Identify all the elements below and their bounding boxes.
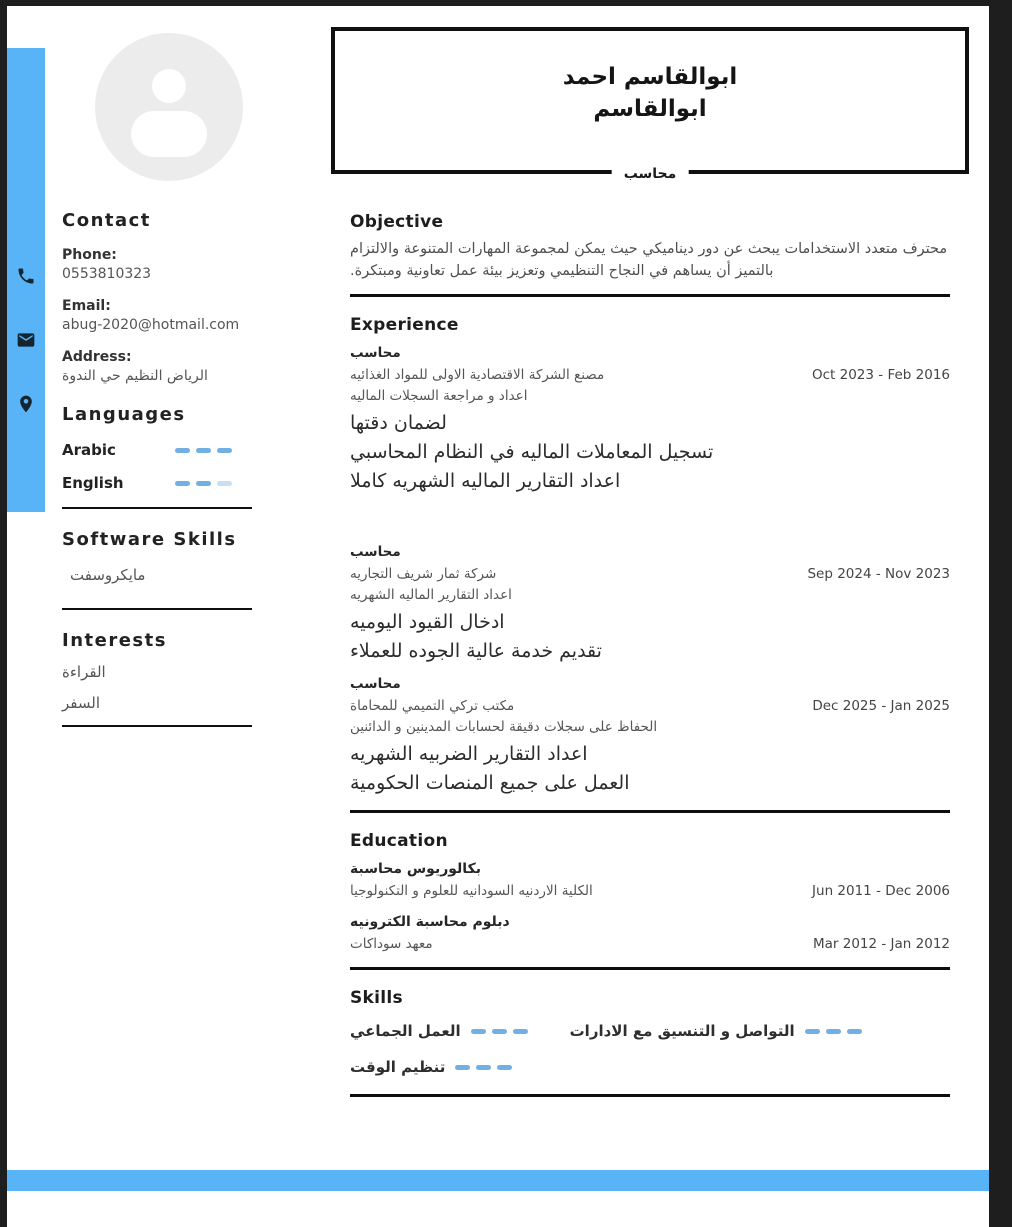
- skill-label: تنظيم الوقت: [350, 1058, 446, 1076]
- objective-heading: Objective: [350, 212, 444, 232]
- education-meta-row: [350, 936, 950, 952]
- skill-label: التواصل و التنسيق مع الادارات: [569, 1022, 795, 1040]
- location-pin-icon: [16, 394, 36, 414]
- degree-title: دبلوم محاسبة الكترونيه: [350, 914, 510, 930]
- contact-heading: Contact: [62, 210, 151, 231]
- job-company: شركة ثمار شريف التجاريه: [350, 566, 497, 582]
- rating-dash: [497, 1065, 512, 1070]
- name-line-2: ابوالقاسم: [593, 96, 707, 122]
- job-highlight: العمل على جميع المنصات الحكومية: [350, 772, 630, 794]
- objective-text: محترف متعدد الاستخدامات يبحث عن دور ديناميكي حيث يمكن لمجموعة المهارات المتنوعة والالتزام بالتميز أن يساهم في النجاح التنظيمي وتعزيز بيئة عمل تعاونية ومبتكرة.: [350, 241, 948, 279]
- name-header-box: [331, 27, 969, 182]
- rating-dash: [826, 1029, 841, 1034]
- address-label: Address:: [62, 349, 132, 365]
- job-company: مصنع الشركة الاقتصادية الاولى للمواد الغذائيه: [350, 367, 605, 383]
- address-field: [62, 349, 252, 384]
- rating-dash: [513, 1029, 528, 1034]
- rating-dash: [471, 1029, 486, 1034]
- interests-heading: Interests: [62, 630, 167, 651]
- language-name: English: [62, 474, 124, 492]
- sidebar-divider: [62, 507, 252, 509]
- email-label: Email:: [62, 298, 111, 314]
- contact-accent-rail: [7, 48, 45, 512]
- job-entry: [350, 676, 950, 798]
- institution: الكلية الاردنيه السودانيه للعلوم و التكنولوجيا: [350, 883, 593, 899]
- job-dates: Sep 2024 - Nov 2023: [807, 566, 950, 582]
- education-meta-row: [350, 883, 950, 899]
- education-dates: Mar 2012 - Jan 2012: [812, 936, 950, 952]
- interest-item: القراءة: [62, 663, 106, 681]
- degree-title: بكالوريوس محاسبة: [350, 861, 481, 877]
- skills-heading: Skills: [350, 988, 403, 1008]
- sidebar-divider: [62, 608, 252, 610]
- phone-field: [62, 247, 252, 282]
- rating-dash: [196, 448, 211, 453]
- education-entry: [350, 914, 950, 952]
- envelope-icon: [16, 330, 36, 350]
- job-highlight: تسجيل المعاملات الماليه في النظام المحاسبي: [350, 441, 714, 463]
- section-divider: [350, 967, 950, 970]
- phone-label: Phone:: [62, 247, 117, 263]
- rating-dashes: [471, 1029, 528, 1034]
- rating-dash: [455, 1065, 470, 1070]
- language-row: [62, 474, 252, 492]
- education-heading: Education: [350, 831, 448, 851]
- email-field: [62, 298, 252, 333]
- languages-heading: Languages: [62, 404, 186, 425]
- job-highlight: تقديم خدمة عالية الجوده للعملاء: [350, 640, 602, 662]
- avatar-head-shape: [152, 69, 186, 103]
- rating-dashes: [455, 1065, 512, 1070]
- rating-dash: [196, 481, 211, 486]
- name-line-1: ابوالقاسم احمد: [562, 64, 738, 90]
- rating-dash: [476, 1065, 491, 1070]
- job-meta-row: [350, 698, 950, 714]
- avatar-body-shape: [131, 111, 207, 157]
- job-title: محاسب: [350, 676, 401, 692]
- candidate-name: [335, 61, 965, 125]
- rating-dash: [847, 1029, 862, 1034]
- job-dates: Dec 2025 - Jan 2025: [812, 698, 950, 714]
- skill-label: العمل الجماعي: [350, 1022, 461, 1040]
- rating-dashes: [175, 448, 232, 453]
- education-entry: [350, 861, 950, 899]
- institution: معهد سوداكات: [350, 936, 433, 952]
- bottom-accent-bar: [7, 1170, 989, 1191]
- job-title-badge: محاسب: [612, 166, 689, 182]
- rating-dash: [175, 448, 190, 453]
- education-section: [350, 831, 950, 970]
- address-value: الرياض النظيم حي الندوة: [62, 368, 208, 384]
- skill-item: [350, 1022, 528, 1040]
- job-entry: [350, 345, 950, 496]
- language-name: Arabic: [62, 441, 116, 459]
- sidebar: [62, 210, 252, 727]
- phone-value: 0553810323: [62, 266, 152, 282]
- job-highlight: اعداد التقارير الضربيه الشهريه: [350, 743, 588, 765]
- rating-dash: [217, 481, 232, 486]
- language-row: [62, 441, 252, 459]
- job-dates: Oct 2023 - Feb 2016: [812, 367, 950, 383]
- skill-item: [570, 1022, 862, 1040]
- software-skill-item: مايكروسفت: [70, 566, 146, 584]
- main-content: [350, 212, 950, 1097]
- rating-dashes: [805, 1029, 862, 1034]
- rating-dash: [217, 448, 232, 453]
- job-entry: [350, 544, 950, 666]
- job-title: محاسب: [350, 544, 401, 560]
- avatar: [95, 33, 243, 181]
- skills-row: [350, 1058, 950, 1076]
- education-dates: Jun 2011 - Dec 2006: [812, 883, 950, 899]
- job-highlight: اعداد التقارير الماليه الشهريه كاملا: [350, 470, 621, 492]
- rating-dash: [175, 481, 190, 486]
- job-summary: اعداد و مراجعة السجلات الماليه: [350, 388, 528, 404]
- job-meta-row: [350, 566, 950, 582]
- email-value: abug-2020@hotmail.com: [62, 317, 240, 333]
- job-company: مكتب تركي التميمي للمحاماة: [350, 698, 515, 714]
- job-summary: الحفاظ على سجلات دقيقة لحسابات المدينين و الدائنين: [350, 719, 658, 735]
- interest-item: السفر: [62, 694, 100, 712]
- skill-item: [350, 1058, 512, 1076]
- rating-dash: [805, 1029, 820, 1034]
- skills-row: [350, 1022, 950, 1040]
- rating-dash: [492, 1029, 507, 1034]
- rating-dashes: [175, 481, 232, 486]
- section-divider: [350, 1094, 950, 1097]
- job-highlight: لضمان دقتها: [350, 412, 447, 434]
- job-summary: اعداد التقارير الماليه الشهريه: [350, 587, 512, 603]
- job-highlight: ادخال القيود اليوميه: [350, 611, 505, 633]
- experience-heading: Experience: [350, 315, 459, 335]
- software-skills-heading: Software Skills: [62, 529, 237, 550]
- phone-icon: [16, 266, 36, 286]
- section-divider: [350, 294, 950, 297]
- skills-section: [350, 988, 950, 1097]
- experience-section: [350, 315, 950, 813]
- resume-page: [7, 6, 989, 1227]
- job-meta-row: [350, 367, 950, 383]
- sidebar-divider: [62, 725, 252, 727]
- section-divider: [350, 810, 950, 813]
- job-title: محاسب: [350, 345, 401, 361]
